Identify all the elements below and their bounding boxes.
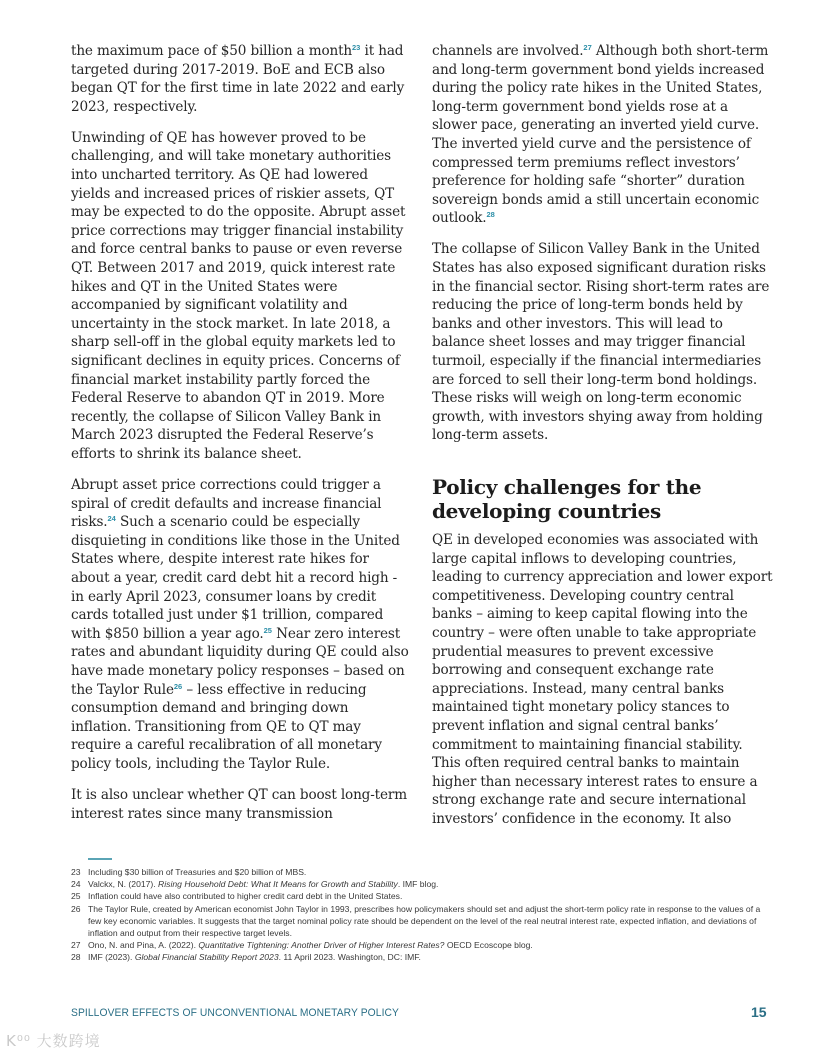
footnote-26: 26 The Taylor Rule, created by American economist John Taylor in 1993, prescribes how policymakers should set and adjust the short-term policy rate in response to the values of a few key economic variables. It suggests that the target nominal policy rate should be dependent on the level of the real neutral interest rate, expected inflation, and deviations of inflation and output from their respective target levels.	[71, 903, 761, 939]
watermark-logo: K⁰⁰ 大数跨境	[6, 1032, 101, 1050]
footnote-ref-24[interactable]: 24	[107, 514, 116, 524]
footnote-24: 24 Valckx, N. (2017). Rising Household Debt: What It Means for Growth and Stability. IMF blog.	[71, 879, 439, 890]
paragraph: Abrupt asset price corrections could trigger a spiral of credit defaults and increase financial risks.$^{24}$ Such a scenario could be especially disquieting in conditions like those in the United States where, despite interest rate hikes for about a year, credit card debt hit a record high - in early April 2023, consumer loans by credit cards totalled just under $1 trillion, compared with $850 billion a year ago.$^{25}$ Near zero interest rates and abundant liquidity during QE could also have made monetary policy responses – based on the Taylor Rule$^{26}$ – less effective in reducing consumption demand and bringing down inflation. Transitioning from QE to QT may require a careful recalibration of all monetary policy tools, including the Taylor Rule.	[71, 477, 409, 772]
paragraph: It is also unclear whether QT can boost long-term interest rates since many transmission	[71, 787, 407, 822]
footnote-ref-23[interactable]: 23	[352, 43, 361, 52]
left-column	[71, 42, 411, 836]
paragraph: QE in developed economies was associated with large capital inflows to developing countries, leading to currency appreciation and lower export competitiveness. Developing country central banks – aiming to keep capital flowing into the country – were often unable to take appropriate prudential measures to prevent excessive borrowing and consequent exchange rate appreciations. Instead, many central banks maintained tight monetary policy stances to prevent inflation and signal central banks’ commitment to maintaining financial stability. This often required central banks to maintain higher than necessary interest rates to ensure a strong exchange rate and secure international investors’ confidence in the economy. It also	[432, 531, 773, 827]
citation-title: Quantitative Tightening: Another Driver of Higher Interest Rates?	[198, 940, 445, 951]
footnote-23: 23 Including $30 billion of Treasuries and $20 billion of MBS.	[71, 867, 307, 877]
running-footer-title: SPILLOVER EFFECTS OF UNCONVENTIONAL MONETARY POLICY	[71, 1007, 400, 1019]
footnote-28: 28 IMF (2023). Global Financial Stability Report 2023. 11 April 2023. Washington, DC: IMF.	[71, 952, 421, 963]
footnote-ref-28[interactable]: 28	[486, 210, 495, 220]
footnote-25: 25 Inflation could have also contributed to higher credit card debt in the United States.	[71, 891, 403, 902]
footnote-ref-26[interactable]: 26	[173, 681, 183, 691]
footnote-27: 27 Ono, N. and Pina, A. (2022). Quantitative Tightening: Another Driver of Higher Interest Rates? OECD Ecoscope blog.	[71, 940, 533, 951]
paragraph: The collapse of Silicon Valley Bank in the United States has also exposed significant duration risks in the financial sector. Rising short-term rates are reducing the price of long-term bonds held by banks and other investors. This will lead to balance sheet losses and may trigger financial turmoil, especially if the financial intermediaries are forced to sell their long-term bond holdings. These risks will weigh on long-term economic growth, with investors shying away from holding long-term assets.	[432, 241, 770, 444]
footnote-divider	[88, 858, 112, 860]
page-number: 15	[751, 1004, 767, 1020]
paragraph: Unwinding of QE has however proved to be challenging, and will take monetary authorities into uncharted territory. As QE had lowered yields and increased prices of riskier assets, QT may be expected to do the opposite. Abrupt asset price corrections may trigger financial instability and force central banks to pause or even reverse QT. Between 2017 and 2019, quick interest rate hikes and QT in the United States were accompanied by significant volatility and uncertainty in the stock market. In late 2018, a sharp sell-off in the global equity markets led to significant declines in equity prices. Concerns of financial market instability partly forced the Federal Reserve to abandon QT in 2019. More recently, the collapse of Silicon Valley Bank in March 2023 disrupted the Federal Reserve’s efforts to shrink its balance sheet.	[71, 129, 406, 462]
paragraph: the maximum pace of $50 billion a month$^{23}$ it had targeted during 2017-2019. BoE and ECB also began QT for the first time in late 2022 and early 2023, respectively.	[71, 43, 405, 115]
footnotes	[71, 866, 771, 964]
section-heading: Policy challenges for the developing countries	[432, 474, 702, 523]
footnote-ref-25[interactable]: 25	[263, 625, 272, 635]
citation-title: Rising Household Debt: What It Means for Growth and Stability	[158, 879, 398, 890]
citation-title: Global Financial Stability Report 2023	[134, 952, 279, 963]
paragraph: channels are involved.$^{27}$ Although both short-term and long-term government bond yields increased during the policy rate hikes in the United States, long-term government bond yields rose at a slower pace, generating an inverted yield curve. The inverted yield curve and the persistence of compressed term premiums reflect investors’ preference for holding safe “shorter” duration sovereign bonds amid a still uncertain economic outlook.$^{28}$	[432, 43, 769, 227]
footnote-ref-27[interactable]: 27	[583, 43, 592, 52]
right-column	[432, 42, 774, 841]
